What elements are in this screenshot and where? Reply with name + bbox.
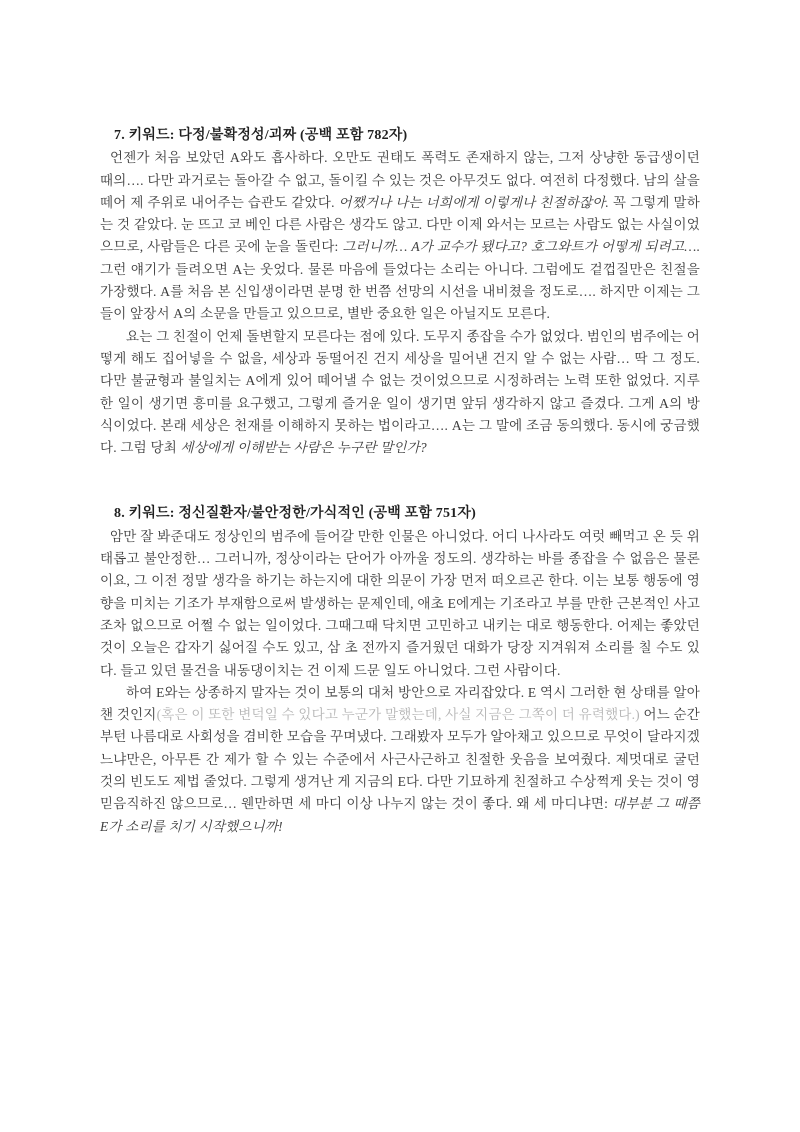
text-run-normal: 요는 그 친절이 언제 돌변할지 모른다는 점에 있다. 도무지 종잡을 수가 없었다. 범인의 범주에는 어떻게 해도 집어넣을 수 없을, 세상과 동떨어진 건지 세상을 밀어낸 건지 알 수 없는 사람… 딱 그 정도. 다만 불균형과 불일치는 A에게 있어 떼어낼 수 없는 것이었으므로 시정하려는 노력 또한 없었다. 지루한 일이 생기면 흥미를 요구했고, 그렇게 즐거운 일이 생기면 앞뒤 생각하지 않고 즐겼다. 그게 A의 방식이었다. 본래 세상은 천재를 이해하지 못하는 법이라고…. A는 그 말에 조금 동의했다. 동시에 궁금했다. 그럼 당최 (100, 328, 700, 456)
section-7-paragraph-1 (100, 147, 700, 325)
section-7 (100, 125, 700, 459)
text-run-normal: 언젠가 처음 보았던 A와도 흡사하다. 오만도 권태도 폭력도 존재하지 않는, 그저 상냥한 동급생이던 때의…. 다만 과거로는 돌아갈 수 없고, 돌이킬 수 있는 것은 아무것도 없다. 여전히 다정했다. 남의 살을 떼어 제 주위로 내어주는 습관도 같았다. (100, 150, 700, 210)
section-7-paragraph-2 (100, 326, 700, 460)
section-8-paragraph-1 (100, 526, 700, 682)
text-run-normal: 꼭 그렇게 말하는 것 같았다. 눈 뜨고 코 베인 다른 사람은 생각도 않고. 다만 이제 와서는 모르는 사람도 없는 사실이었으므로, 사람들은 다른 곳에 눈을 돌린다: (100, 194, 700, 255)
text-run-normal: 하여 E와는 상종하지 말자는 것이 보통의 대처 방안으로 자리잡았다. E 역시 그러한 현 상태를 알아챈 것인지 (100, 684, 700, 723)
document-body (100, 125, 700, 838)
text-run-italic: 세상에게 이해받는 사람은 누구란 말인가? (180, 440, 427, 456)
section-8-paragraph-2 (100, 682, 700, 838)
section-8 (100, 503, 700, 837)
text-run-italic: 어쨌거나 나는 너희에게 이렇게나 친절하잖아. (338, 194, 610, 210)
text-run-normal: . 그런 얘기가 들려오면 A는 웃었다. 물론 마음에 들었다는 소리는 아니다. 그럼에도 겉껍질만은 친절을 가장했다. A를 처음 본 신입생이라면 분명 한 번쯤 선망의 시선을 내비쳤을 정도로…. 하지만 이제는 그들이 앞장서 A의 소문을 만들고 있으므로, 별반 중요한 일은 아닐지도 모른다. (100, 239, 700, 322)
text-run-italic: 그러니까… A가 교수가 됐다고? 호그와트가 어떻게 되려고… (342, 239, 697, 255)
text-run-italic: 대부분 그 때쯤 E가 소리를 치기 시작했으니까! (100, 796, 700, 834)
section-7-heading: 7. 키워드: 다정/불확정성/괴짜 (공백 포함 782자) (114, 128, 408, 143)
text-run-normal: 암만 잘 봐준대도 정상인의 범주에 들어갈 만한 인물은 아니었다. 어디 나사라도 여럿 빼먹고 온 듯 위태롭고 불안정한… 그러니까, 정상이라는 단어가 아까울 정도의. 생각하는 바를 종잡을 수 없음은 물론이요, 그 이전 정말 생각을 하기는 하는지에 대한 의문이 가장 먼저 떠오르곤 한다. 이는 보통 행동에 영향을 미치는 기조가 부재함으로써 발생하는 문제인데, 애초 E에게는 기조라고 부를 만한 근본적인 사고조차 없으므로 어쩔 수 없는 일이었다. 그때그때 닥치면 고민하고 내키는 대로 행동한다. 어제는 좋았던 것이 오늘은 갑자기 싫어질 수도 있고, 삼 초 전까지 즐거웠던 대화가 당장 지겨워져 소리를 칠 수도 있다. 들고 있던 물건을 내동댕이치는 건 이제 드문 일도 아니었다. 그런 사람이다. (100, 528, 700, 678)
text-run-gray: (혹은 이 또한 변덕일 수 있다고 누군가 말했는데, 사실 지금은 그쪽이 더 유력했다.) (156, 707, 640, 723)
text-run-normal: 어느 순간부턴 나름대로 사회성을 겸비한 모습을 꾸며냈다. 그래봤자 모두가 알아채고 있으므로 무엇이 달라지겠느냐만은, 아무튼 간 제가 할 수 있는 수준에서 사근사근하고 친절한 웃음을 보여줬다. 제멋대로 굴던 것의 빈도도 제법 줄었다. 그렇게 생겨난 게 지금의 E다. 다만 기묘하게 친절하고 수상쩍게 웃는 것이 영 믿음직하진 않으므로… 웬만하면 세 마디 이상 나누지 않는 것이 좋다. 왜 세 마디냐면: (100, 707, 700, 812)
section-8-heading: 8. 키워드: 정신질환자/불안정한/가식적인 (공백 포함 751자) (114, 506, 476, 522)
